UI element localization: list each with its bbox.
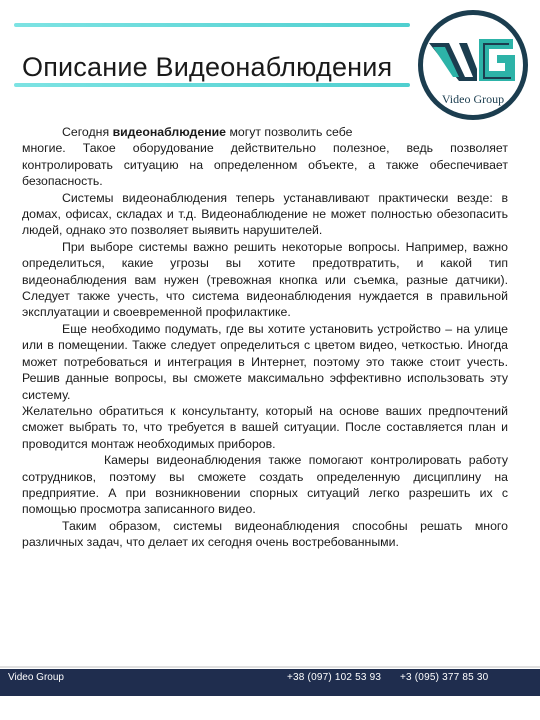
article-paragraph-1 (22, 124, 508, 190)
footer-divider (0, 666, 540, 668)
article-body (22, 124, 508, 551)
paragraph-1-keyword: видеонаблюдение (112, 125, 227, 139)
video-group-logo (415, 7, 531, 123)
footer-phone-1: +38 (097) 102 53 93 (287, 672, 382, 683)
header-bottom-rule (14, 83, 410, 87)
article-paragraph-5: Желательно обратиться к консультанту, который на основе ваших предпочтений сможет выбрать то, что требуется в вашей ситуации. После составляется план и проводится монтаж необходимых приборов. (22, 403, 508, 451)
footer-phone-2: +3 (095) 377 85 30 (400, 672, 489, 683)
article-paragraph-4: Еще необходимо подумать, где вы хотите установить устройство – на улице или в помещении. Также следует определиться с цветом видео, четкостью. Иногда может потребоваться и интеграция в Интернет, поэтому это также стоит учесть. Решив данные вопросы, вы сможете максимально эффективно использовать эту систему. (22, 321, 508, 402)
header-top-rule (14, 23, 410, 27)
footer-bar (0, 669, 540, 696)
article-paragraph-2: Системы видеонаблюдения теперь устанавливают практически везде: в домах, офисах, складах и т.д. Видеонаблюдение не может полностью обезопасить людей, однако это позволяет выявить нарушителей. (22, 190, 508, 238)
paragraph-1-first-line-rest: могут позволить себе (229, 125, 353, 139)
footer-company: Video Group (8, 672, 64, 683)
page-title: Описание Видеонаблюдения (22, 52, 393, 83)
paragraph-1-rest: многие. Такое оборудование действительно полезное, ведь позволяет контролировать ситуацию на определенном объекте, а также обеспечивает безопасность. (22, 141, 508, 189)
article-paragraph-6: Камеры видеонаблюдения также помогают контролировать работу сотрудников, поэтому вы сможете создать определенную дисциплину на предприятие. А при возникновении спорных ситуаций легко разрешить их с помощью просмотра записанного видео. (22, 453, 508, 517)
paragraph-1-lead: Сегодня (62, 125, 110, 139)
paragraph-1-first-line (22, 125, 352, 139)
article-paragraph-3: При выборе системы важно решить некоторые вопросы. Например, важно определиться, какие угрозы вы хотите предотвратить, и какой тип видеонаблюдения вам нужен (тревожная кнопка или съемка, разные датчики). Следует также учесть, что система видеонаблюдения нуждается в правильной эксплуатации и своевременной профилактике. (22, 239, 508, 320)
article-paragraph-7: Таким образом, системы видеонаблюдения способны решать много различных задач, что делает их сегодня очень востребованными. (22, 518, 508, 550)
logo-caption: Video Group (441, 92, 505, 106)
